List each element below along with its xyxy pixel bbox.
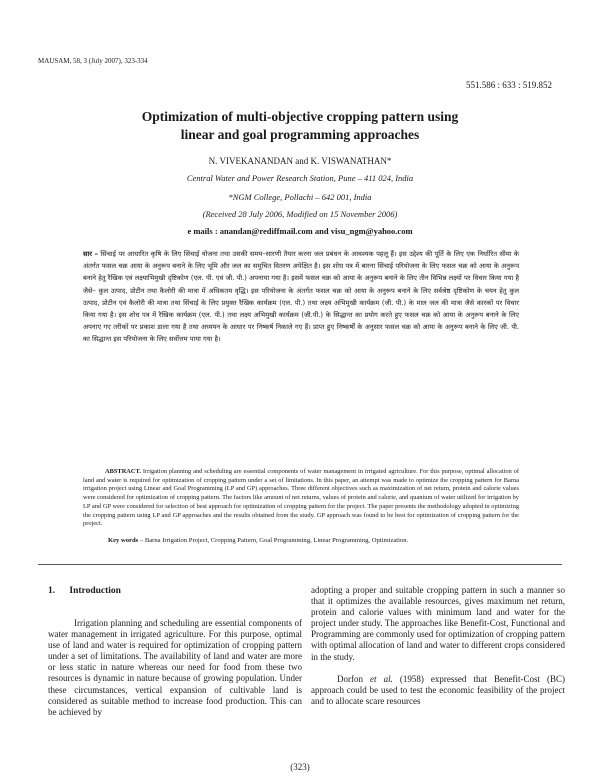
abstract-text: Irrigation planning and scheduling are essential components of water management in irrigated agriculture. For this purpose, optimal allocation of land and water is required for optimization of cropping pattern under a set of limitations. In this paper, an attempt was made to optimize the cropping pattern for Barna irrigation project using Linear and Goal Programming (LP and GP) approaches. Three different objectives such as maximization of net return, protein and calorie values were considered for optimization of cropping pattern. The factors like amount of net returns, values of protein and calorie, and quantum of water utilized for irrigation by LP and GP were considered for selection of best approach for optimization of cropping pattern for the project. The paper presents the methodology adopted in optimizing the cropping pattern using LP and GP approaches and the results obtained from the study. GP approach was found to be best for optimization of cropping pattern for the project.: [83, 468, 519, 528]
abstract: [83, 468, 519, 529]
journal-reference: MAUSAM, 58, 3 (July 2007), 323-334: [38, 57, 148, 65]
title-line-2: linear and goal programming approaches: [180, 127, 420, 142]
right-column: [311, 585, 565, 707]
classification-code: 551.586 : 633 : 519.852: [465, 80, 552, 90]
author-emails: e mails : anandan@rediffmail.com and visu_ngm@yahoo.com: [187, 226, 413, 236]
keywords: [108, 537, 519, 544]
paper-title: [60, 108, 540, 144]
intro-paragraph-2: adopting a proper and suitable cropping pattern in such a manner so that it optimizes the available resources, gives maximum net return, protein and calorie values with minimum land and water for the project under study. The approaches like Benefit-Cost, Functional and Programming are commonly used for optimization of cropping pattern with optimal allocation of land and water to different crops considered in the study.: [311, 585, 565, 662]
keywords-text: – Barna Irrigation Project, Cropping Pattern, Goal Programming, Linear Programming, Optimization.: [139, 537, 409, 544]
left-column: [48, 618, 302, 718]
section-divider: [38, 564, 562, 565]
citation-text: (1958) expressed that Benefit-Cost (BC) approach could be used to test the economic feasibility of the project and to allocate scare resources: [311, 673, 566, 706]
affiliation-2: *NGM College, Pollachi – 642 001, India: [228, 192, 372, 202]
keywords-label: Key words: [108, 537, 139, 544]
abstract-label: ABSTRACT.: [105, 468, 141, 475]
page-number: (323): [290, 762, 310, 772]
intro-paragraph-3: [311, 674, 565, 707]
authors: N. VIVEKANANDAN and K. VISWANATHAN*: [208, 156, 392, 166]
affiliation-1: Central Water and Power Research Station, Pune – 411 024, India: [186, 173, 414, 183]
hindi-abstract-text: सिंचाई पर आधारित कृषि के लिए सिंचाई योजना तथा उसकी समय–सारणी तैयार करना जल प्रबंधन के आवश्यक पहलू हैं। इस उद्देश्य की पूर्ति के लिए एक निर्धारित सीमा के अंतर्गत फसल चक्र आया के अनुरूप बनाने के लिए भूमि और जल का समुचित वितरण अपेक्षित है। इस शोध पत्र में बारना सिंचाई परियोजना के लिए फसल चक्र को आया के अनुरूप बनाने हेतु रैखिक एवं लक्ष्याभिमुखी दृष्टिकोण (एल. पी. एवं जी. पी.) अपनाया गया है। इसमें फसल चक्र को आया के अनुरूप बनाने के लिए तीन विभिन्न लक्ष्यों पर विचार किया गया है जैसे– कुल उत्पाद, प्रोटीन तथा कैलोरी की मात्रा में अधिकतम वृद्धि। इस परियोजना के अंतर्गत फसल चक्र को आया के अनुरूप बनाने के लिए सर्वश्रेष्ठ दृष्टिकोण के चयन हेतु कुल उत्पाद, प्रोटीन एवं कैलोरी की मात्रा तथा सिंचाई के लिए प्रयुक्त रैखिक कार्यक्रम (एल. पी.) तथा लक्ष्य अभिमुखी कार्यक्रम (जी. पी.) के माल जल की मात्रा जैसे कारकों पर विचार किया गया है। इस शोध पत्र में रैखिक कार्यक्रम (एल. पी.) तथा लक्ष्य अभिमुखी कार्यक्रम (जी.पी.) के सिद्धान्त का प्रयोग करते हुए फसल चक्र को आया के अनुरूप बनाने के लिए अपनाए गए तरीकों पर प्रकाश डाला गया है तथा अध्ययन के आधार पर निष्कर्ष निकाले गए हैं। प्राप्त हुए निष्कर्षों के अनुसार फसल चक्र को आया के अनुरूप बनाने के लिए जी. पी. का सिद्धान्त इस परियोजना के लिए सर्वोत्तम पाया गया है।: [83, 250, 519, 344]
citation-etal: et al.: [370, 673, 393, 684]
received-dates: (Received 28 July 2006, Modified on 15 November 2006): [202, 209, 398, 219]
hindi-abstract: [83, 248, 519, 346]
citation-author: Dorfon: [337, 673, 363, 684]
hindi-abstract-label: सार –: [83, 250, 98, 258]
intro-paragraph-1: Irrigation planning and scheduling are essential components of water management in irrigated agriculture. For this purpose, optimal use of land and water is required for optimization of cropping pattern under a set of limitations. The availability of land and water are more or less static in nature whereas our need for food from these two resources is dynamic in nature because of growing population. Under these circumstances, vertical expansion of cultivable land is considered as suitable method to increase food production. This can be achieved by: [48, 618, 302, 717]
section-heading: 1. Introduction: [48, 586, 121, 596]
title-line-1: Optimization of multi-objective cropping pattern using: [141, 109, 459, 124]
